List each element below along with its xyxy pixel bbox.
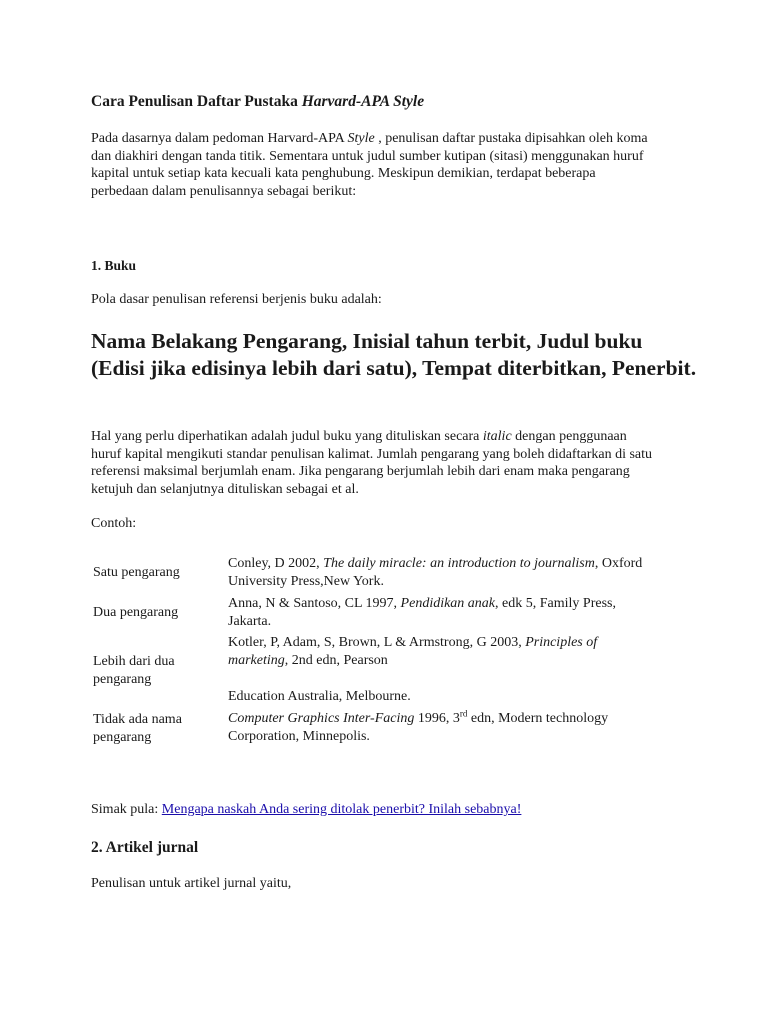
- page-title: [91, 93, 424, 111]
- example-label: Lebih dari dua pengarang: [93, 654, 175, 687]
- citation-title: Pendidikan anak: [400, 596, 496, 611]
- pola-text: Pola dasar penulisan referensi berjenis buku adalah:: [91, 292, 382, 307]
- section-heading-artikel-jurnal: 2. Artikel jurnal: [91, 839, 199, 856]
- citation-author: Anna, N & Santoso, CL 1997,: [228, 596, 401, 611]
- section-heading-buku: 1. Buku: [91, 258, 137, 273]
- example-citation-continuation: Education Australia, Melbourne.: [228, 689, 411, 704]
- intro-text-part-1: Pada dasarnya dalam pedoman Harvard-APA: [91, 131, 348, 146]
- related-article-link[interactable]: Mengapa naskah Anda sering ditolak penerbit? Inilah sebabnya!: [161, 802, 522, 817]
- simak-prefix: Simak pula:: [91, 802, 162, 817]
- example-citation: [228, 555, 648, 590]
- example-citation: [228, 710, 648, 745]
- citation-publisher: , Oxford University Press,New York.: [228, 556, 643, 589]
- example-label: Tidak ada nama pengarang: [93, 712, 182, 745]
- intro-paragraph: [91, 130, 656, 200]
- citation-publisher: edn, Modern technology Corporation, Minnepolis.: [228, 711, 609, 744]
- title-italic-text: Harvard-APA Style: [301, 93, 425, 110]
- notes-text-part-2: dengan penggunaan huruf kapital mengikuti standar penulisan kalimat. Jumlah pengarang yang boleh didaftarkan di satu referensi maksimal berjumlah enam. Jika pengarang berjumlah lebih dari enam maka pengarang ketujuh dan selanjutnya dituliskan sebagai et al.: [91, 429, 653, 497]
- citation-publisher: , edk 5, Family Press, Jakarta.: [228, 596, 616, 629]
- title-text: Cara Penulisan Daftar Pustaka: [91, 93, 302, 110]
- notes-text-part-1: Hal yang perlu diperhatikan adalah judul buku yang dituliskan secara: [91, 429, 483, 444]
- citation-year: 1996, 3: [414, 711, 460, 726]
- intro-italic-word: Style: [347, 131, 375, 146]
- example-citation: [228, 595, 648, 630]
- citation-pattern: Nama Belakang Pengarang, Inisial tahun terbit, Judul buku (Edisi jika edisinya lebih dari satu), Tempat diterbitkan, Penerbit.: [91, 329, 697, 380]
- citation-title: The daily miracle: an introduction to journalism: [323, 556, 595, 571]
- example-label: Dua pengarang: [93, 605, 179, 620]
- notes-italic-word: italic: [482, 429, 512, 444]
- citation-superscript: rd: [459, 708, 468, 719]
- intro-text-part-2: , penulisan daftar pustaka dipisahkan oleh koma dan diakhiri dengan tanda titik. Sementara untuk judul sumber kutipan (sitasi) menggunakan huruf kapital untuk setiap kata kecuali kata penghubung. Meskipun demikian, terdapat beberapa perbedaan dalam penulisannya sebagai berikut:: [91, 131, 648, 199]
- notes-paragraph: [91, 428, 656, 498]
- penulisan-text: Penulisan untuk artikel jurnal yaitu,: [91, 876, 292, 891]
- simak-pula: [91, 802, 521, 818]
- citation-title: Computer Graphics Inter-Facing: [228, 711, 415, 726]
- citation-publisher: , 2nd edn, Pearson: [284, 652, 388, 668]
- example-citation: [228, 634, 648, 669]
- citation-title: Principles of marketing: [228, 635, 598, 668]
- example-label: Satu pengarang: [93, 565, 180, 580]
- citation-author: Kotler, P, Adam, S, Brown, L & Armstrong, G 2003,: [228, 635, 526, 650]
- contoh-label: Contoh:: [91, 516, 137, 531]
- citation-author: Conley, D 2002,: [228, 556, 324, 571]
